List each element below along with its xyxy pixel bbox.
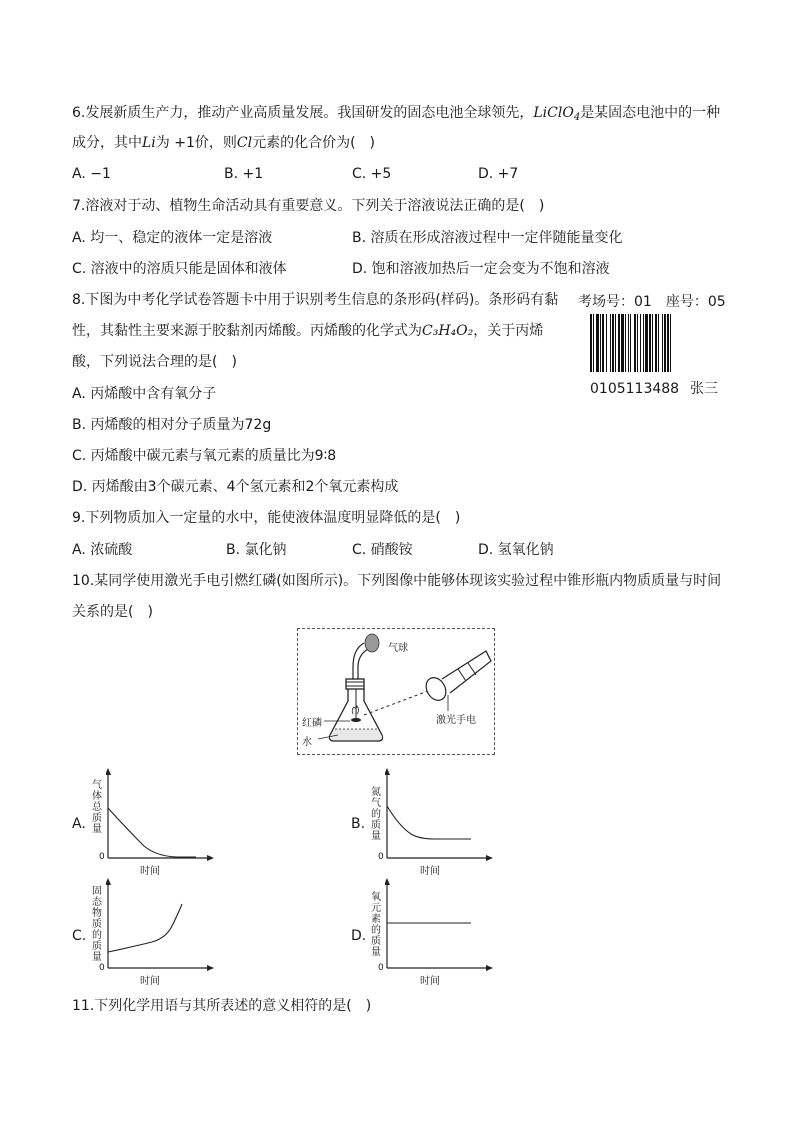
- q7-stem: 7.溶液对于动、植物生命活动具有重要意义。下列关于溶液说法正确的是( ): [72, 198, 545, 214]
- q6-option-a: A. −1: [72, 166, 111, 182]
- barcode-bar: [615, 314, 616, 372]
- q8-stem-line2: 性，其黏性主要来源于胶黏剂丙烯酸。丙烯酸的化学式为C₃H₄O₂，关于丙烯: [72, 323, 544, 339]
- laser-label: 激光手电: [436, 715, 476, 726]
- q6-option-b: B. +1: [224, 166, 264, 182]
- graph-d-letter: D.: [351, 928, 367, 944]
- q11-stem: 11.下列化学用语与其所表述的意义相符的是( ): [72, 998, 372, 1014]
- barcode-bar: [652, 314, 653, 372]
- barcode-image: [590, 314, 720, 372]
- graph-a-plot: [106, 768, 216, 862]
- graph-a-zero: 0: [99, 852, 105, 862]
- graph-c-ylabel: 固态物质的质量: [92, 886, 102, 963]
- graph-d-plot: [385, 878, 495, 972]
- graph-b-xlabel: 时间: [420, 866, 440, 877]
- q7-option-c: C. 溶液中的溶质只能是固体和液体: [72, 261, 287, 277]
- barcode-bar: [618, 314, 620, 372]
- experiment-diagram: [297, 628, 495, 755]
- q6-option-d: D. +7: [478, 166, 519, 182]
- q8-option-a: A. 丙烯酸中含有氧分子: [72, 386, 217, 402]
- barcode-bar: [667, 314, 669, 372]
- q9-stem: 9.下列物质加入一定量的水中，能使液体温度明显降低的是( ): [72, 510, 461, 526]
- barcode-number: 0105113488: [590, 381, 680, 397]
- barcode-bar: [610, 314, 611, 372]
- barcode-bar: [593, 314, 594, 372]
- barcode-bar: [658, 314, 659, 372]
- graph-a-letter: A.: [72, 816, 86, 832]
- q6-formula: LiClO$_4$: [533, 105, 581, 123]
- barcode-bar: [590, 314, 592, 372]
- barcode-bar: [612, 314, 614, 372]
- q7-option-d: D. 饱和溶液加热后一定会变为不饱和溶液: [352, 261, 610, 277]
- q8-option-d: D. 丙烯酸由3个碳元素、4个氢元素和2个氧元素构成: [72, 479, 399, 495]
- q9-option-c: C. 硝酸铵: [352, 542, 413, 558]
- q8-stem-line1: 8.下图为中考化学试卷答题卡中用于识别考生信息的条形码(样码)。条形码有黏: [72, 292, 559, 308]
- q6-option-c: C. +5: [352, 166, 392, 182]
- graph-b-plot: [385, 768, 495, 862]
- graph-c-plot: [106, 878, 216, 972]
- graph-b-letter: B.: [351, 816, 366, 832]
- barcode-bar: [630, 314, 631, 372]
- barcode-bar: [645, 314, 648, 372]
- barcode-bar: [625, 314, 626, 372]
- barcode-bar: [655, 314, 657, 372]
- q6-text: 6.发展新质生产力，推动产业高质量发展。我国研发的固态电池全球领先，: [72, 105, 534, 121]
- barcode-bar: [634, 314, 636, 372]
- q9-option-b: B. 氯化钠: [226, 542, 287, 558]
- balloon-label: 气球: [388, 643, 408, 654]
- q9-option-d: D. 氢氧化钠: [478, 542, 554, 558]
- barcode-name: 张三: [690, 381, 718, 397]
- barcode-bar: [649, 314, 651, 372]
- barcode-bar: [628, 314, 629, 372]
- q8-option-b: B. 丙烯酸的相对分子质量为72g: [72, 417, 272, 433]
- q7-option-b: B. 溶质在形成溶液过程中一定伴随能量变化: [352, 230, 623, 246]
- q8-option-c: C. 丙烯酸中碳元素与氧元素的质量比为9∶8: [72, 448, 337, 464]
- barcode-bar: [640, 314, 641, 372]
- graph-c-zero: 0: [99, 963, 105, 973]
- graph-b-ylabel: 氮气的质量: [371, 787, 381, 842]
- barcode-bar: [621, 314, 624, 372]
- graph-d-ylabel: 氧元素的质量: [371, 892, 381, 958]
- barcode-bar: [600, 314, 601, 372]
- q8-stem-line3: 酸，下列说法合理的是( ): [72, 354, 237, 370]
- barcode-header: 考场号：01 座号：05: [578, 294, 726, 310]
- q6-stem-line1: 6.发展新质生产力，推动产业高质量发展。我国研发的固态电池全球领先，LiClO$_4$是某固态电池中的一种: [72, 105, 721, 123]
- barcode-bar: [664, 314, 666, 372]
- graph-c-letter: C.: [72, 928, 87, 944]
- barcode-bar: [596, 314, 599, 372]
- barcode-bar: [643, 314, 644, 372]
- water-label: 水: [302, 737, 312, 748]
- barcode-bar: [602, 314, 604, 372]
- graph-c-xlabel: 时间: [140, 976, 160, 987]
- graph-b-zero: 0: [378, 852, 384, 862]
- q10-stem-line2: 关系的是( ): [72, 604, 153, 620]
- barcode-bar: [662, 314, 663, 372]
- graph-a-ylabel: 气体总质量: [92, 780, 102, 835]
- graph-d-zero: 0: [378, 963, 384, 973]
- graph-d-xlabel: 时间: [420, 976, 440, 987]
- q10-stem-line1: 10.某同学使用激光手电引燃红磷(如图所示)。下列图像中能够体现该实验过程中锥形瓶内物质质量与时间: [72, 573, 722, 589]
- q6-stem-line2: 成分，其中Li为 +1价，则Cl元素的化合价为( ): [72, 135, 376, 151]
- barcode-bar: [670, 314, 671, 372]
- barcode-bar: [606, 314, 607, 372]
- q7-option-a: A. 均一、稳定的液体一定是溶液: [72, 230, 273, 246]
- phosphorus-label: 红磷: [302, 718, 322, 729]
- q9-option-a: A. 浓硫酸: [72, 542, 133, 558]
- barcode-bar: [637, 314, 638, 372]
- graph-a-xlabel: 时间: [140, 866, 160, 877]
